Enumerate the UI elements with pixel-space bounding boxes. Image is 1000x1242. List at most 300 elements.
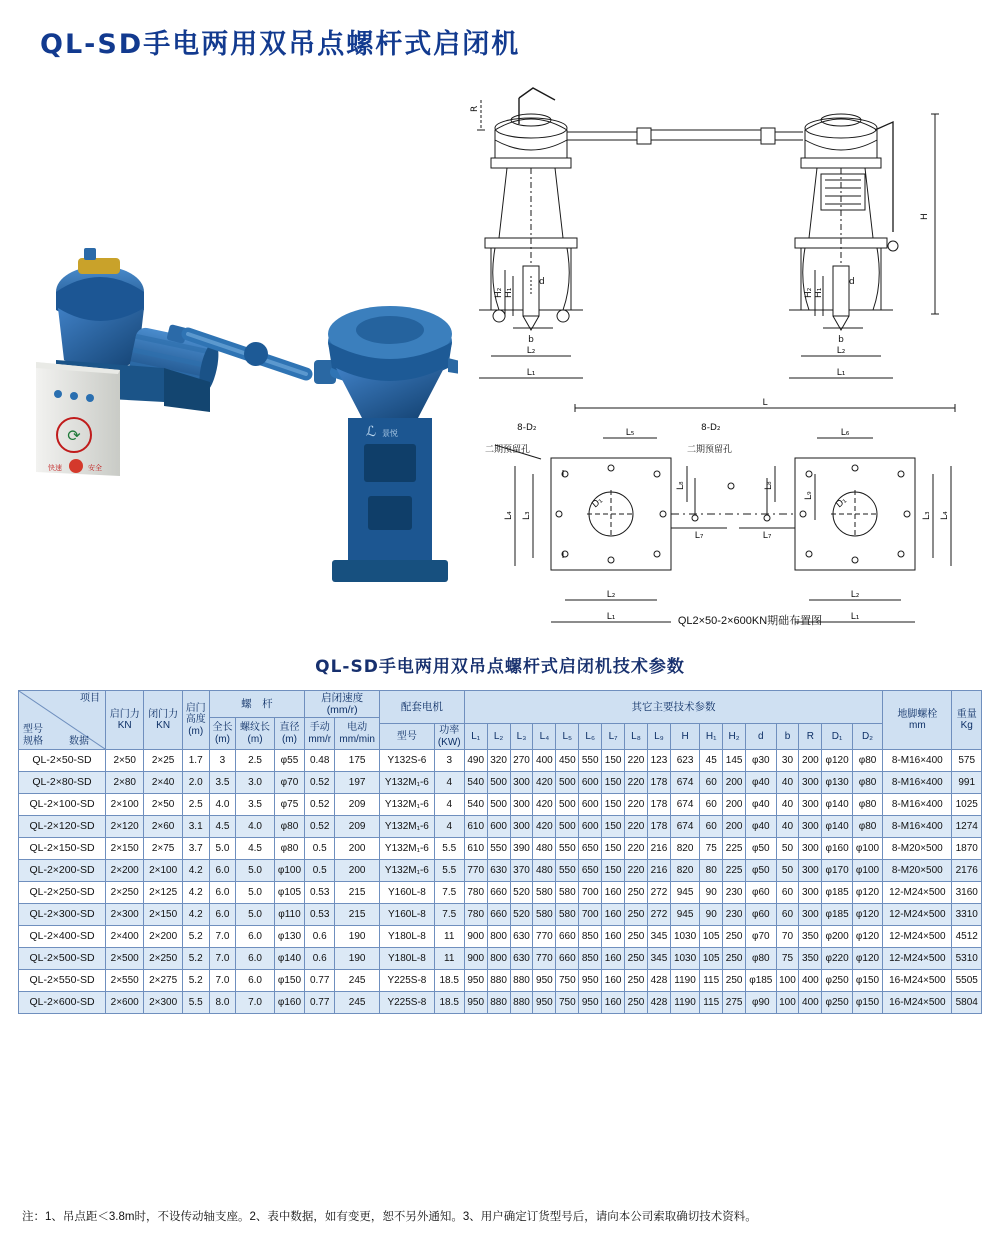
cell-L9: 216 [647, 860, 670, 882]
cell-speed-electric: 175 [335, 750, 380, 772]
cell-L6: 700 [579, 904, 602, 926]
cell-L9: 428 [647, 970, 670, 992]
cell-L2: 600 [487, 816, 510, 838]
cell-close-force: 2×200 [144, 926, 182, 948]
cell-motor-power: 7.5 [434, 882, 464, 904]
cell-open-height: 5.2 [182, 970, 209, 992]
th-motor-power: 功率 (KW) [434, 724, 464, 750]
cell-open-height: 2.5 [182, 794, 209, 816]
cell-L1: 950 [464, 970, 487, 992]
th-motor-group: 配套电机 [380, 691, 465, 724]
cell-speed-electric: 215 [335, 904, 380, 926]
cell-motor-model: Y132M₁-6 [380, 816, 435, 838]
cell-H: 1030 [670, 926, 699, 948]
cell-D2: φ80 [852, 794, 882, 816]
cell-b: 75 [776, 948, 799, 970]
cell-open-height: 4.2 [182, 904, 209, 926]
th-col-L9: L₉ [647, 724, 670, 750]
cell-screw-length: 8.0 [209, 992, 236, 1014]
cell-L9: 345 [647, 926, 670, 948]
cell-L1: 780 [464, 882, 487, 904]
cell-model: QL-2×550-SD [19, 970, 106, 992]
cell-L1: 900 [464, 926, 487, 948]
cell-speed-manual: 0.5 [305, 838, 335, 860]
svg-text:L₅: L₅ [625, 428, 635, 438]
cell-b: 40 [776, 794, 799, 816]
th-open-height: 启门 高度 (m) [182, 691, 209, 750]
cell-screw-length: 7.0 [209, 970, 236, 992]
cell-L9: 178 [647, 794, 670, 816]
cell-b: 60 [776, 904, 799, 926]
svg-text:安全: 安全 [88, 464, 102, 472]
cell-H1: 60 [700, 794, 723, 816]
svg-text:L₄: L₄ [504, 511, 514, 520]
cell-screw-length: 3 [209, 750, 236, 772]
table-row [19, 772, 982, 794]
cell-H: 1030 [670, 948, 699, 970]
cell-close-force: 2×100 [144, 860, 182, 882]
cell-L2: 320 [487, 750, 510, 772]
label-reserve-hole-right: 二期预留孔 [687, 445, 733, 455]
cell-H1: 90 [700, 904, 723, 926]
cell-foot-bolt: 12-M24×500 [883, 926, 952, 948]
cell-L7: 150 [602, 816, 625, 838]
cell-L6: 600 [579, 772, 602, 794]
cell-foot-bolt: 12-M24×500 [883, 948, 952, 970]
cell-H1: 60 [700, 816, 723, 838]
cell-L6: 600 [579, 794, 602, 816]
table-row [19, 948, 982, 970]
svg-text:D₁: D₁ [834, 495, 850, 511]
cell-L6: 650 [579, 860, 602, 882]
cell-motor-model: Y132M₁-6 [380, 838, 435, 860]
svg-text:L₇: L₇ [762, 531, 772, 541]
cell-H: 1190 [670, 970, 699, 992]
cell-L6: 850 [579, 948, 602, 970]
svg-text:L₂: L₂ [850, 590, 860, 600]
cell-model: QL-2×300-SD [19, 904, 106, 926]
cell-d: φ70 [746, 926, 776, 948]
cell-H1: 75 [700, 838, 723, 860]
cell-screw-dia: φ100 [274, 860, 304, 882]
cell-L7: 150 [602, 750, 625, 772]
corner-item-label: 项目 [80, 693, 100, 704]
cell-L2: 500 [487, 794, 510, 816]
cell-screw-length: 7.0 [209, 948, 236, 970]
cell-L4: 420 [533, 816, 556, 838]
cell-d: φ90 [746, 992, 776, 1014]
cell-H1: 105 [700, 926, 723, 948]
cell-L4: 480 [533, 860, 556, 882]
cell-foot-bolt: 16-M24×500 [883, 970, 952, 992]
cell-H2: 200 [723, 794, 746, 816]
cell-b: 70 [776, 926, 799, 948]
cell-L3: 300 [510, 794, 533, 816]
cell-model: QL-2×500-SD [19, 948, 106, 970]
cell-L6: 700 [579, 882, 602, 904]
cell-H1: 80 [700, 860, 723, 882]
cell-L7: 150 [602, 860, 625, 882]
cell-close-force: 2×60 [144, 816, 182, 838]
cell-R: 300 [799, 794, 822, 816]
cell-D1: φ250 [822, 970, 852, 992]
cell-L7: 160 [602, 948, 625, 970]
svg-text:H: H [920, 213, 930, 220]
table-corner-cell [19, 691, 106, 750]
cell-H2: 275 [723, 992, 746, 1014]
cell-weight: 5804 [952, 992, 982, 1014]
svg-text:H₂: H₂ [494, 287, 504, 298]
cell-L6: 550 [579, 750, 602, 772]
svg-text:L₉: L₉ [804, 491, 814, 500]
cell-screw-length: 4.5 [209, 816, 236, 838]
svg-text:d: d [849, 277, 855, 287]
th-screw-thread-len: 螺纹长 (m) [236, 718, 274, 750]
cell-D2: φ100 [852, 838, 882, 860]
svg-text:L₈: L₈ [764, 481, 774, 490]
cell-weight: 2176 [952, 860, 982, 882]
cell-motor-model: Y132S-6 [380, 750, 435, 772]
cell-d: φ50 [746, 838, 776, 860]
cell-L3: 520 [510, 882, 533, 904]
th-close-force: 闭门力 KN [144, 691, 182, 750]
cell-H: 945 [670, 904, 699, 926]
svg-text:d: d [539, 277, 545, 287]
cell-L3: 880 [510, 992, 533, 1014]
cell-screw-length: 5.0 [209, 838, 236, 860]
cell-D1: φ220 [822, 948, 852, 970]
cell-screw-length: 6.0 [209, 904, 236, 926]
cell-weight: 3310 [952, 904, 982, 926]
svg-text:L₆: L₆ [840, 428, 850, 438]
cell-d: φ30 [746, 750, 776, 772]
cell-L7: 160 [602, 970, 625, 992]
cell-b: 40 [776, 816, 799, 838]
cell-D2: φ80 [852, 816, 882, 838]
cell-speed-electric: 200 [335, 838, 380, 860]
cell-d: φ60 [746, 882, 776, 904]
cell-D1: φ160 [822, 838, 852, 860]
cell-H2: 225 [723, 860, 746, 882]
th-col-L3: L₃ [510, 724, 533, 750]
cell-R: 350 [799, 926, 822, 948]
cell-H2: 250 [723, 970, 746, 992]
cell-thread-length: 4.0 [236, 816, 274, 838]
cell-model: QL-2×50-SD [19, 750, 106, 772]
cell-D2: φ120 [852, 882, 882, 904]
cell-speed-electric: 245 [335, 992, 380, 1014]
cell-L5: 550 [556, 838, 579, 860]
cell-L3: 880 [510, 970, 533, 992]
cell-open-height: 2.0 [182, 772, 209, 794]
cell-close-force: 2×50 [144, 794, 182, 816]
cell-L2: 800 [487, 948, 510, 970]
cell-screw-length: 6.0 [209, 860, 236, 882]
cell-D1: φ170 [822, 860, 852, 882]
cell-L1: 900 [464, 948, 487, 970]
cell-L9: 345 [647, 948, 670, 970]
cell-b: 100 [776, 970, 799, 992]
cell-weight: 4512 [952, 926, 982, 948]
cell-motor-power: 18.5 [434, 970, 464, 992]
cell-foot-bolt: 8-M16×400 [883, 750, 952, 772]
cell-D1: φ120 [822, 750, 852, 772]
cell-thread-length: 3.5 [236, 794, 274, 816]
table-row [19, 904, 982, 926]
cell-speed-electric: 197 [335, 772, 380, 794]
cell-weight: 575 [952, 750, 982, 772]
svg-text:H₂: H₂ [804, 287, 814, 298]
table-row [19, 882, 982, 904]
cell-L1: 610 [464, 816, 487, 838]
cell-screw-dia: φ105 [274, 882, 304, 904]
cell-L5: 750 [556, 992, 579, 1014]
cell-L4: 580 [533, 904, 556, 926]
spec-table-body [19, 750, 982, 1014]
cell-H: 674 [670, 816, 699, 838]
cell-D2: φ80 [852, 772, 882, 794]
technical-drawing [455, 70, 985, 640]
th-foot-bolt: 地脚螺栓 mm [883, 691, 952, 750]
spec-table-head [19, 691, 982, 750]
cell-R: 300 [799, 816, 822, 838]
cell-D1: φ185 [822, 882, 852, 904]
cell-open-force: 2×550 [106, 970, 144, 992]
cell-weight: 1870 [952, 838, 982, 860]
cell-H2: 200 [723, 772, 746, 794]
cell-L2: 630 [487, 860, 510, 882]
cell-open-height: 5.2 [182, 948, 209, 970]
th-col-L7: L₇ [602, 724, 625, 750]
svg-text:L₂: L₂ [526, 346, 536, 356]
cell-open-force: 2×400 [106, 926, 144, 948]
cell-L3: 300 [510, 816, 533, 838]
cell-H: 820 [670, 838, 699, 860]
cell-H: 623 [670, 750, 699, 772]
cell-L7: 160 [602, 904, 625, 926]
cell-L3: 630 [510, 948, 533, 970]
cell-speed-electric: 209 [335, 816, 380, 838]
cell-L9: 178 [647, 816, 670, 838]
cell-L5: 550 [556, 860, 579, 882]
cell-R: 300 [799, 882, 822, 904]
cell-L1: 770 [464, 860, 487, 882]
cell-foot-bolt: 8-M16×400 [883, 794, 952, 816]
cell-L2: 880 [487, 970, 510, 992]
footnote: 注：1、吊点距＜3.8m时，不设传动轴支座。2、表中数据，如有变更，恕不另外通知。3、用户确定订货型号后，请向本公司索取确切技术资料。 [22, 1211, 757, 1223]
cell-model: QL-2×600-SD [19, 992, 106, 1014]
th-col-L2: L₂ [487, 724, 510, 750]
cell-foot-bolt: 12-M24×500 [883, 904, 952, 926]
th-col-L4: L₄ [533, 724, 556, 750]
th-col-H: H [670, 724, 699, 750]
table-row [19, 860, 982, 882]
cell-L8: 250 [625, 992, 648, 1014]
cell-motor-power: 4 [434, 794, 464, 816]
cell-open-height: 4.2 [182, 882, 209, 904]
th-col-L8: L₈ [625, 724, 648, 750]
svg-text:L₂: L₂ [606, 590, 616, 600]
cell-screw-length: 7.0 [209, 926, 236, 948]
svg-text:L₁: L₁ [606, 612, 616, 622]
cell-motor-power: 11 [434, 948, 464, 970]
cell-L2: 550 [487, 838, 510, 860]
cell-open-force: 2×120 [106, 816, 144, 838]
cell-H: 674 [670, 794, 699, 816]
cell-screw-length: 4.0 [209, 794, 236, 816]
label-bolt-right: 8-D₂ [701, 423, 721, 433]
cell-speed-manual: 0.48 [305, 750, 335, 772]
cell-open-force: 2×100 [106, 794, 144, 816]
th-col-L5: L₅ [556, 724, 579, 750]
cell-L5: 580 [556, 882, 579, 904]
cell-D2: φ100 [852, 860, 882, 882]
cell-speed-electric: 215 [335, 882, 380, 904]
cell-thread-length: 7.0 [236, 992, 274, 1014]
cell-L2: 800 [487, 926, 510, 948]
cell-speed-manual: 0.6 [305, 948, 335, 970]
cell-L3: 370 [510, 860, 533, 882]
svg-text:L₁: L₁ [850, 612, 860, 622]
cell-L5: 500 [556, 816, 579, 838]
cell-R: 300 [799, 904, 822, 926]
cell-open-force: 2×300 [106, 904, 144, 926]
cell-speed-manual: 0.77 [305, 992, 335, 1014]
cell-motor-power: 4 [434, 772, 464, 794]
cell-b: 40 [776, 772, 799, 794]
cell-L4: 420 [533, 772, 556, 794]
th-weight: 重量 Kg [952, 691, 982, 750]
cell-L6: 950 [579, 992, 602, 1014]
cell-motor-model: Y160L-8 [380, 904, 435, 926]
cell-H: 945 [670, 882, 699, 904]
cell-screw-dia: φ110 [274, 904, 304, 926]
cell-foot-bolt: 8-M20×500 [883, 838, 952, 860]
cell-speed-manual: 0.53 [305, 904, 335, 926]
cell-L1: 540 [464, 772, 487, 794]
cell-screw-dia: φ140 [274, 948, 304, 970]
cell-H2: 145 [723, 750, 746, 772]
cell-open-height: 1.7 [182, 750, 209, 772]
cell-D2: φ150 [852, 970, 882, 992]
cell-weight: 5505 [952, 970, 982, 992]
cell-foot-bolt: 8-M20×500 [883, 860, 952, 882]
cell-H: 674 [670, 772, 699, 794]
cell-L4: 770 [533, 926, 556, 948]
cell-L2: 660 [487, 882, 510, 904]
cell-L9: 272 [647, 882, 670, 904]
cell-D2: φ120 [852, 948, 882, 970]
cell-L8: 220 [625, 750, 648, 772]
cell-open-force: 2×200 [106, 860, 144, 882]
cell-model: QL-2×250-SD [19, 882, 106, 904]
svg-text:H₁: H₁ [814, 287, 824, 298]
cell-L9: 272 [647, 904, 670, 926]
cell-open-height: 3.7 [182, 838, 209, 860]
cell-L3: 630 [510, 926, 533, 948]
cell-L1: 950 [464, 992, 487, 1014]
cell-motor-power: 5.5 [434, 838, 464, 860]
cell-motor-power: 5.5 [434, 860, 464, 882]
cell-b: 30 [776, 750, 799, 772]
cell-D1: φ140 [822, 816, 852, 838]
cell-H: 1190 [670, 992, 699, 1014]
table-title: QL-SD手电两用双吊点螺杆式启闭机技术参数 [315, 657, 685, 677]
cell-L3: 270 [510, 750, 533, 772]
cell-open-height: 3.1 [182, 816, 209, 838]
cell-d: φ60 [746, 904, 776, 926]
cell-screw-dia: φ75 [274, 794, 304, 816]
cell-b: 100 [776, 992, 799, 1014]
svg-text:L: L [762, 398, 768, 408]
cell-close-force: 2×150 [144, 904, 182, 926]
cell-d: φ40 [746, 794, 776, 816]
cell-H2: 230 [723, 904, 746, 926]
cell-speed-electric: 190 [335, 948, 380, 970]
svg-text:ℒ: ℒ [366, 424, 377, 440]
cell-L5: 500 [556, 772, 579, 794]
cell-L4: 770 [533, 948, 556, 970]
cell-b: 50 [776, 838, 799, 860]
cell-d: φ40 [746, 772, 776, 794]
label-reserve-hole-left: 二期预留孔 [485, 445, 531, 455]
svg-text:L₇: L₇ [694, 531, 704, 541]
cell-D1: φ185 [822, 904, 852, 926]
th-col-b: b [776, 724, 799, 750]
cell-L7: 160 [602, 992, 625, 1014]
table-row [19, 926, 982, 948]
cell-thread-length: 5.0 [236, 882, 274, 904]
cell-motor-power: 18.5 [434, 992, 464, 1014]
cell-motor-power: 3 [434, 750, 464, 772]
cell-L8: 220 [625, 794, 648, 816]
svg-text:L₃: L₃ [922, 511, 932, 520]
label-bolt-left: 8-D₂ [517, 423, 537, 433]
cell-motor-model: Y132M₁-6 [380, 794, 435, 816]
svg-text:L₃: L₃ [522, 511, 532, 520]
th-col-D1: D₁ [822, 724, 852, 750]
cell-D2: φ120 [852, 926, 882, 948]
cell-L1: 780 [464, 904, 487, 926]
brand-mark: 景悦 [382, 429, 398, 438]
cell-speed-electric: 209 [335, 794, 380, 816]
cell-L2: 880 [487, 992, 510, 1014]
cell-L8: 220 [625, 816, 648, 838]
cell-motor-model: Y180L-8 [380, 948, 435, 970]
cell-foot-bolt: 12-M24×500 [883, 882, 952, 904]
table-row [19, 816, 982, 838]
cell-d: φ50 [746, 860, 776, 882]
cell-speed-manual: 0.5 [305, 860, 335, 882]
cell-thread-length: 5.0 [236, 860, 274, 882]
cell-screw-dia: φ150 [274, 970, 304, 992]
cell-D2: φ80 [852, 750, 882, 772]
cell-b: 50 [776, 860, 799, 882]
page-title: QL-SD手电两用双吊点螺杆式启闭机 [40, 29, 521, 60]
cell-foot-bolt: 8-M16×400 [883, 772, 952, 794]
table-row [19, 750, 982, 772]
cell-L8: 250 [625, 926, 648, 948]
cell-L8: 250 [625, 904, 648, 926]
cell-weight: 3160 [952, 882, 982, 904]
cell-model: QL-2×400-SD [19, 926, 106, 948]
th-col-R: R [799, 724, 822, 750]
cell-motor-power: 11 [434, 926, 464, 948]
th-col-L1: L₁ [464, 724, 487, 750]
cell-H2: 250 [723, 926, 746, 948]
cell-model: QL-2×80-SD [19, 772, 106, 794]
cell-L4: 480 [533, 838, 556, 860]
